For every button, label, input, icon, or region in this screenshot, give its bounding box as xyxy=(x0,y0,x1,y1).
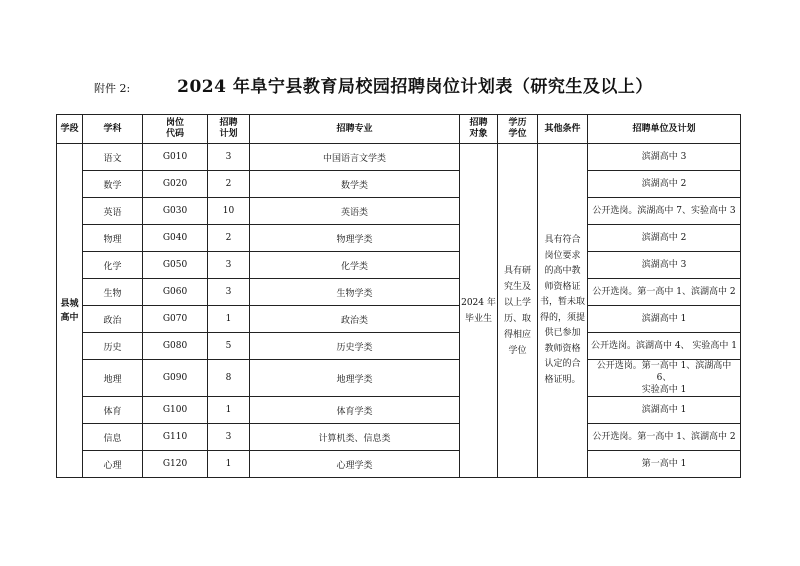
major-cell: 体育学类 xyxy=(250,397,460,424)
subject-cell: 体育 xyxy=(83,397,143,424)
code-cell: G060 xyxy=(143,279,208,306)
units-cell: 公开选岗。第一高中 1、滨湖高中 2 xyxy=(588,424,741,451)
subject-cell: 化学 xyxy=(83,252,143,279)
units-cell: 滨湖高中 2 xyxy=(588,171,741,198)
recruitment-plan-table xyxy=(56,114,741,478)
units-cell: 第一高中 1 xyxy=(588,451,741,478)
table-row xyxy=(57,279,741,306)
units-cell: 公开选岗。滨湖高中 7、实验高中 3 xyxy=(588,198,741,225)
header-major: 招聘专业 xyxy=(250,115,460,144)
major-cell: 历史学类 xyxy=(250,333,460,360)
units-cell: 滨湖高中 3 xyxy=(588,144,741,171)
major-cell: 生物学类 xyxy=(250,279,460,306)
header-other: 其他条件 xyxy=(538,115,588,144)
subject-cell: 信息 xyxy=(83,424,143,451)
count-cell: 10 xyxy=(208,198,250,225)
header-subject: 学科 xyxy=(83,115,143,144)
table-row xyxy=(57,225,741,252)
major-cell: 英语类 xyxy=(250,198,460,225)
count-cell: 2 xyxy=(208,171,250,198)
header-code: 岗位 代码 xyxy=(143,115,208,144)
code-cell: G120 xyxy=(143,451,208,478)
table-row xyxy=(57,360,741,397)
count-cell: 3 xyxy=(208,279,250,306)
header-count: 招聘 计划 xyxy=(208,115,250,144)
level-cell: 县城 高中 xyxy=(57,144,83,478)
table-row xyxy=(57,424,741,451)
table-row xyxy=(57,333,741,360)
subject-cell: 数学 xyxy=(83,171,143,198)
subject-cell: 物理 xyxy=(83,225,143,252)
units-cell: 滨湖高中 3 xyxy=(588,252,741,279)
count-cell: 1 xyxy=(208,451,250,478)
units-cell: 滨湖高中 1 xyxy=(588,306,741,333)
header-level: 学段 xyxy=(57,115,83,144)
major-cell: 计算机类、信息类 xyxy=(250,424,460,451)
subject-cell: 历史 xyxy=(83,333,143,360)
count-cell: 8 xyxy=(208,360,250,397)
code-cell: G030 xyxy=(143,198,208,225)
major-cell: 心理学类 xyxy=(250,451,460,478)
count-cell: 1 xyxy=(208,306,250,333)
subject-cell: 心理 xyxy=(83,451,143,478)
code-cell: G010 xyxy=(143,144,208,171)
table-row xyxy=(57,144,741,171)
code-cell: G080 xyxy=(143,333,208,360)
header-education: 学历 学位 xyxy=(498,115,538,144)
code-cell: G110 xyxy=(143,424,208,451)
major-cell: 物理学类 xyxy=(250,225,460,252)
table-row xyxy=(57,198,741,225)
table-row xyxy=(57,252,741,279)
education-cell: 具有研 究生及 以上学 历、取 得相应 学位 xyxy=(498,144,538,478)
header-units: 招聘单位及计划 xyxy=(588,115,741,144)
target-cell: 2024 年 毕业生 xyxy=(460,144,498,478)
code-cell: G090 xyxy=(143,360,208,397)
units-cell: 滨湖高中 2 xyxy=(588,225,741,252)
subject-cell: 语文 xyxy=(83,144,143,171)
units-cell: 公开选岗。第一高中 1、滨湖高中 2 xyxy=(588,279,741,306)
table-row xyxy=(57,306,741,333)
units-cell: 公开选岗。滨湖高中 4、 实验高中 1 xyxy=(588,333,741,360)
header-target: 招聘 对象 xyxy=(460,115,498,144)
major-cell: 中国语言文学类 xyxy=(250,144,460,171)
code-cell: G050 xyxy=(143,252,208,279)
count-cell: 3 xyxy=(208,424,250,451)
table-row xyxy=(57,171,741,198)
subject-cell: 生物 xyxy=(83,279,143,306)
count-cell: 2 xyxy=(208,225,250,252)
count-cell: 3 xyxy=(208,252,250,279)
major-cell: 化学类 xyxy=(250,252,460,279)
code-cell: G040 xyxy=(143,225,208,252)
table-body xyxy=(57,144,741,478)
document-title: 2024 年阜宁县教育局校园招聘岗位计划表（研究生及以上） xyxy=(177,77,653,97)
subject-cell: 政治 xyxy=(83,306,143,333)
major-cell: 政治类 xyxy=(250,306,460,333)
other-conditions-cell: 具有符合 岗位要求 的高中教 师资格证 书，暂未取 得的，须提 供已参加 教师资格 认定的合 格证明。 xyxy=(538,144,588,478)
code-cell: G100 xyxy=(143,397,208,424)
subject-cell: 英语 xyxy=(83,198,143,225)
count-cell: 5 xyxy=(208,333,250,360)
code-cell: G020 xyxy=(143,171,208,198)
header-row xyxy=(57,115,741,144)
units-cell: 公开选岗。第一高中 1、滨湖高中 6、 实验高中 1 xyxy=(588,360,741,397)
subject-cell: 地理 xyxy=(83,360,143,397)
table-row xyxy=(57,451,741,478)
count-cell: 3 xyxy=(208,144,250,171)
code-cell: G070 xyxy=(143,306,208,333)
count-cell: 1 xyxy=(208,397,250,424)
major-cell: 地理学类 xyxy=(250,360,460,397)
major-cell: 数学类 xyxy=(250,171,460,198)
attachment-label: 附件 2: xyxy=(94,82,131,95)
units-cell: 滨湖高中 1 xyxy=(588,397,741,424)
table-row xyxy=(57,397,741,424)
